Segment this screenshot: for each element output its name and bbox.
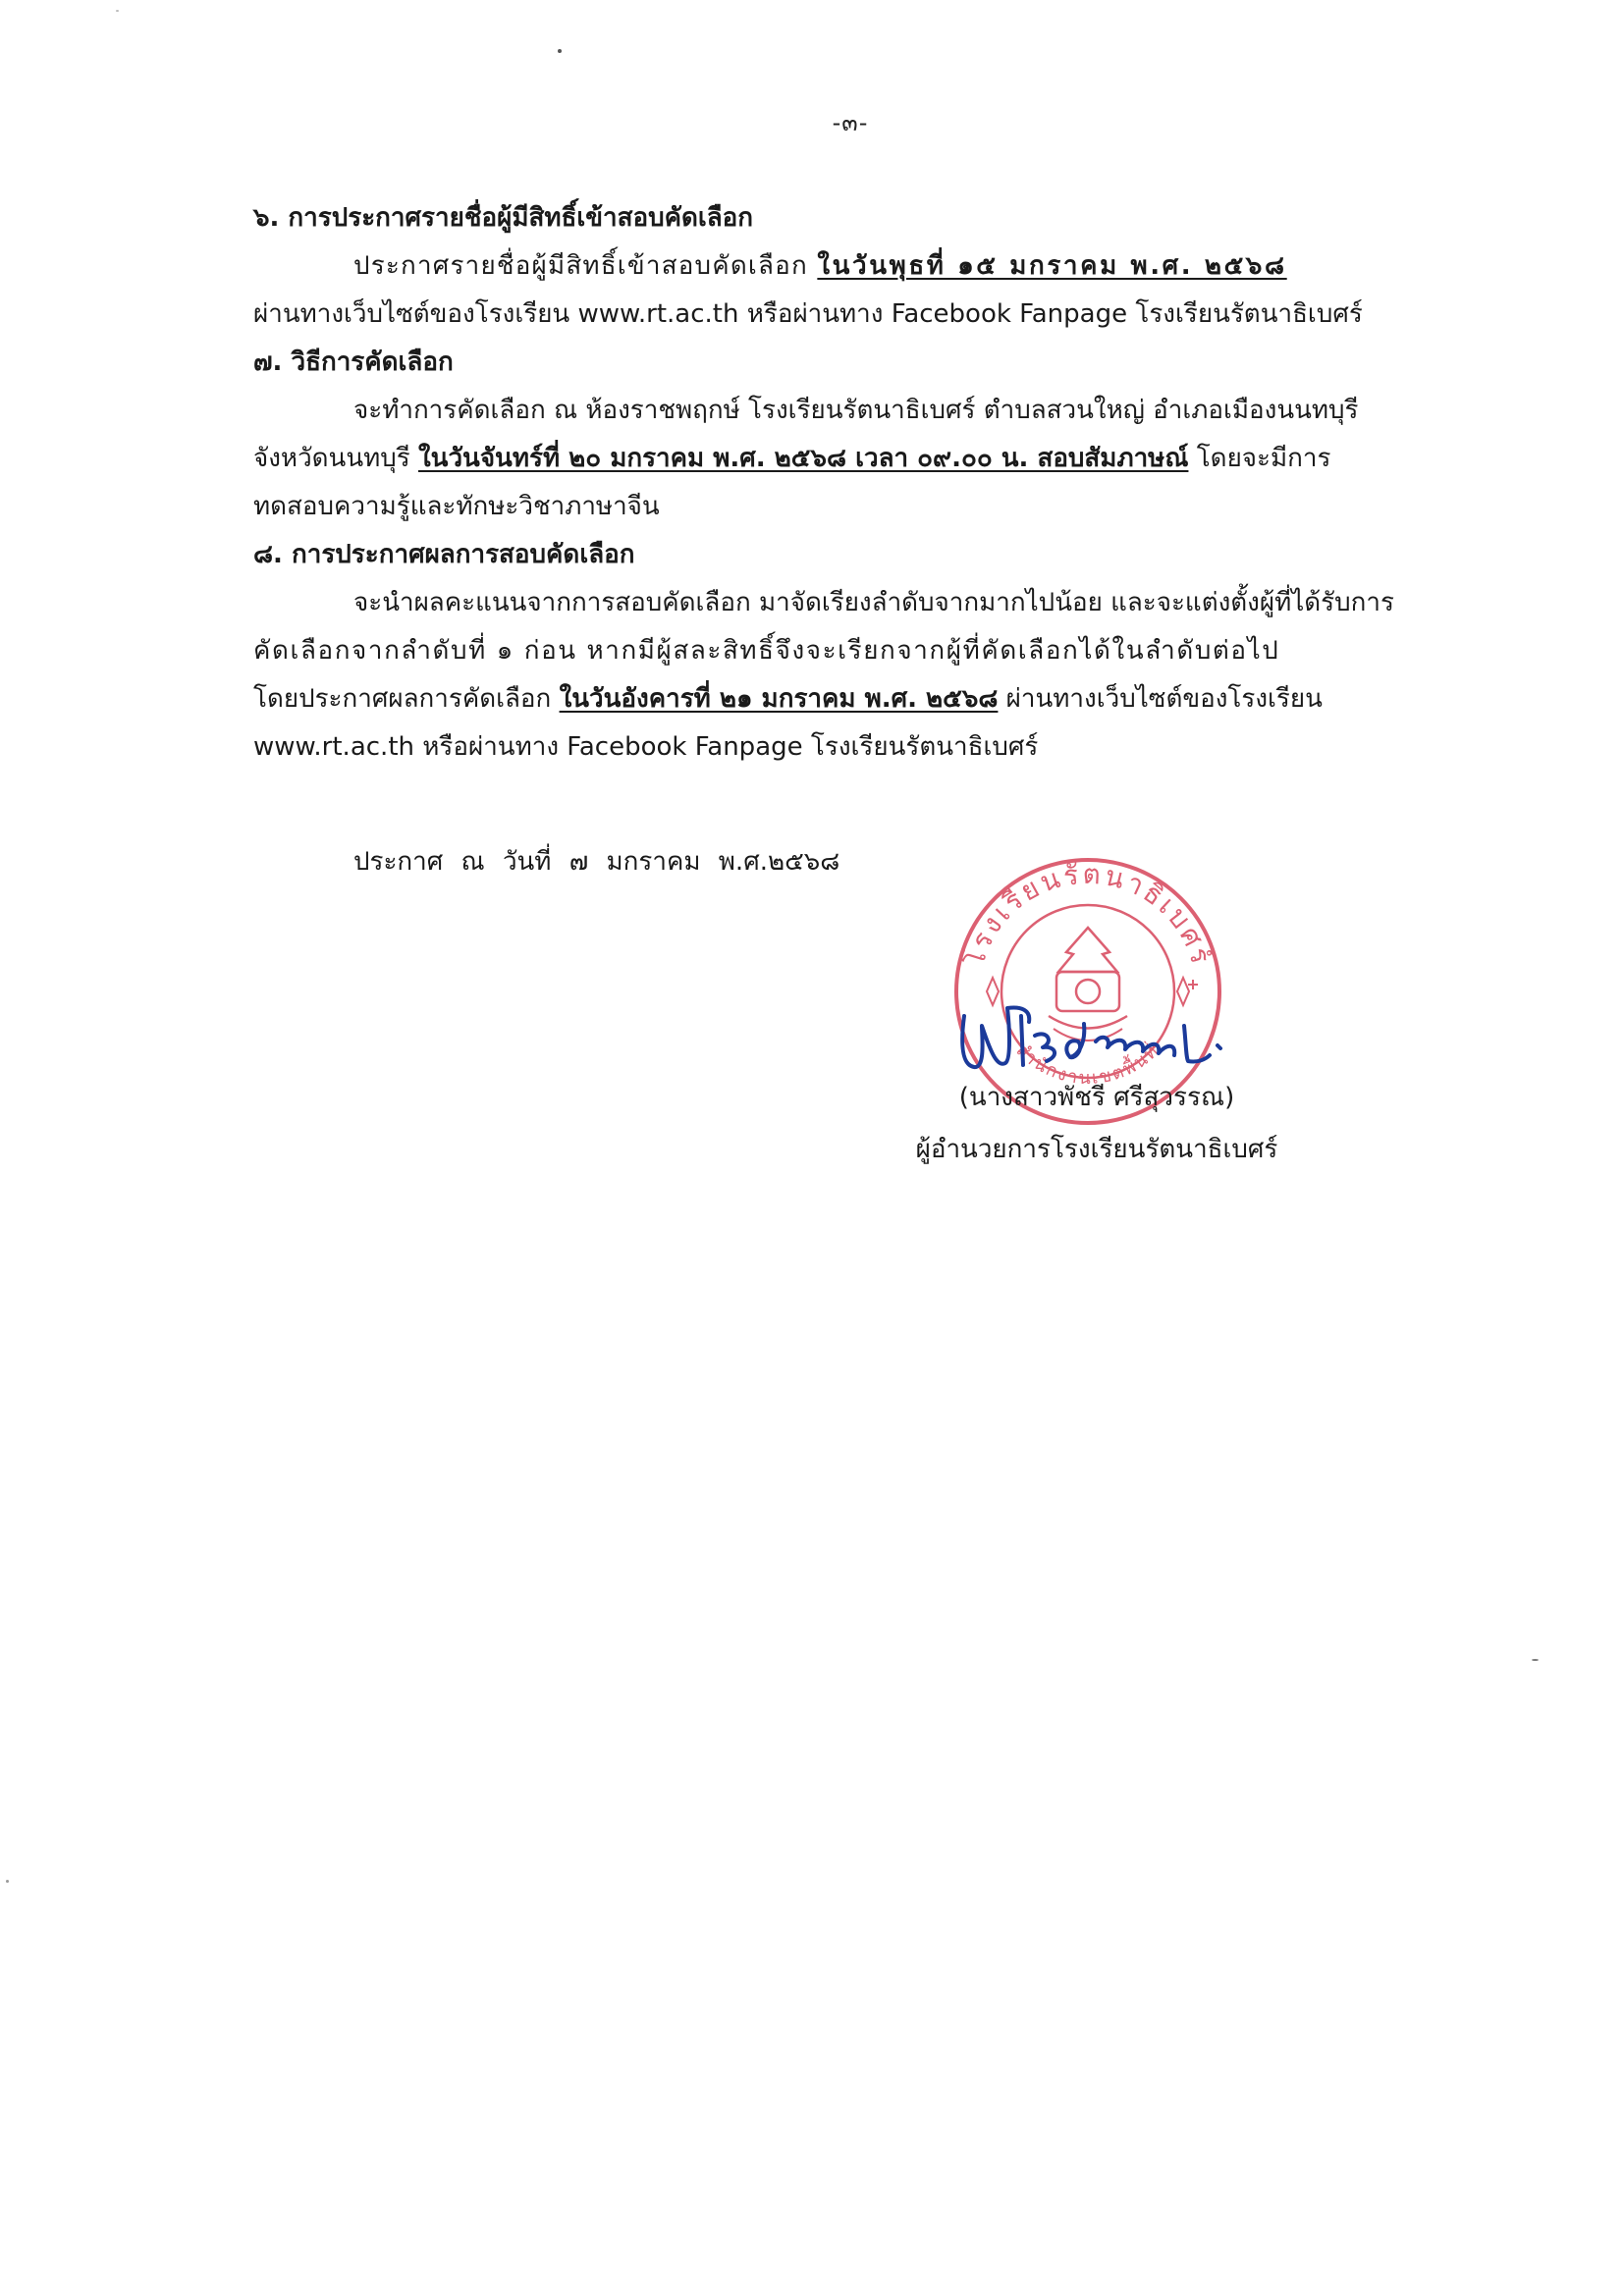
section-8-line-3-suffix: ผ่านทางเว็บไซต์ของโรงเรียน — [998, 684, 1323, 714]
signer-position: ผู้อำนวยการโรงเรียนรัตนาธิเบศร์ — [915, 1135, 1278, 1164]
section-8-line-1: จะนำผลคะแนนจากการสอบคัดเลือก มาจัดเรียงลำดับจากมากไปน้อย และจะแต่งตั้งผู้ที่ได้รับการ — [353, 588, 1394, 617]
section-8-line-3 — [253, 675, 1456, 723]
section-7-line-2 — [253, 435, 1456, 483]
section-6-date-emphasis: ในวันพุธที่ ๑๕ มกราคม พ.ศ. ๒๕๖๘ — [817, 251, 1287, 281]
section-8-date-emphasis: ในวันอังคารที่ ๒๑ มกราคม พ.ศ. ๒๕๖๘ — [559, 684, 999, 714]
section-7-line-1: จะทำการคัดเลือก ณ ห้องราชพฤกษ์ โรงเรียนรัตนาธิเบศร์ ตำบลสวนใหญ่ อำเภอเมืองนนทบุรี — [353, 396, 1359, 425]
document-body — [253, 194, 1456, 772]
section-7-line-2-suffix: โดยจะมีการ — [1188, 444, 1331, 473]
scan-speck — [558, 49, 562, 53]
announcement-year: พ.ศ.๒๕๖๘ — [718, 847, 840, 877]
announcement-month: มกราคม — [606, 847, 701, 877]
section-8-heading: ๘. การประกาศผลการสอบคัดเลือก — [253, 540, 635, 569]
announcement-day-label: วันที่ — [502, 847, 552, 877]
handwritten-signature — [952, 987, 1247, 1085]
announcement-day: ๗ — [568, 847, 589, 877]
announcement-label: ประกาศ — [353, 847, 444, 877]
announcement-date — [353, 842, 849, 881]
section-8-line-2: คัดเลือกจากลำดับที่ ๑ ก่อน หากมีผู้สละสิทธิ์จึงจะเรียกจากผู้ที่คัดเลือกได้ในลำดับต่อไป — [253, 636, 1280, 666]
section-6-line-1-text: ประกาศรายชื่อผู้มีสิทธิ์เข้าสอบคัดเลือก — [353, 251, 818, 281]
page-number: -๓- — [832, 109, 869, 136]
section-7-date-emphasis: ในวันจันทร์ที่ ๒๐ มกราคม พ.ศ. ๒๕๖๘ เวลา ๐๙.๐๐ น. สอบสัมภาษณ์ — [417, 444, 1189, 473]
announcement-at: ณ — [460, 847, 485, 877]
section-8-line-4: www.rt.ac.th หรือผ่านทาง Facebook Fanpage โรงเรียนรัตนาธิเบศร์ — [253, 732, 1039, 762]
scan-speck — [1532, 1659, 1539, 1661]
section-7-line-3: ทดสอบความรู้และทักษะวิชาภาษาจีน — [253, 492, 660, 521]
svg-text:โรงเรียนรัตนาธิเบศร์: โรงเรียนรัตนาธิเบศร์ — [957, 857, 1218, 971]
section-7-heading: ๗. วิธีการคัดเลือก — [253, 347, 454, 377]
section-8-line-3-text: โดยประกาศผลการคัดเลือก — [253, 684, 560, 714]
signer-name: (นางสาวพัชรี ศรีสุวรรณ) — [958, 1083, 1235, 1112]
section-6-line-1 — [253, 242, 1456, 291]
section-7-line-2-text: จังหวัดนนทบุรี — [253, 444, 418, 473]
scan-speck — [116, 10, 119, 12]
svg-text:สำนักงานเขตพื้นที่: สำนักงานเขตพื้นที่ — [1011, 1040, 1164, 1090]
scan-speck — [6, 1880, 9, 1883]
section-6-heading: ๖. การประกาศรายชื่อผู้มีสิทธิ์เข้าสอบคัดเลือก — [253, 203, 754, 233]
section-6-line-2: ผ่านทางเว็บไซต์ของโรงเรียน www.rt.ac.th หรือผ่านทาง Facebook Fanpage โรงเรียนรัตนาธิเบศร์ — [253, 299, 1363, 329]
